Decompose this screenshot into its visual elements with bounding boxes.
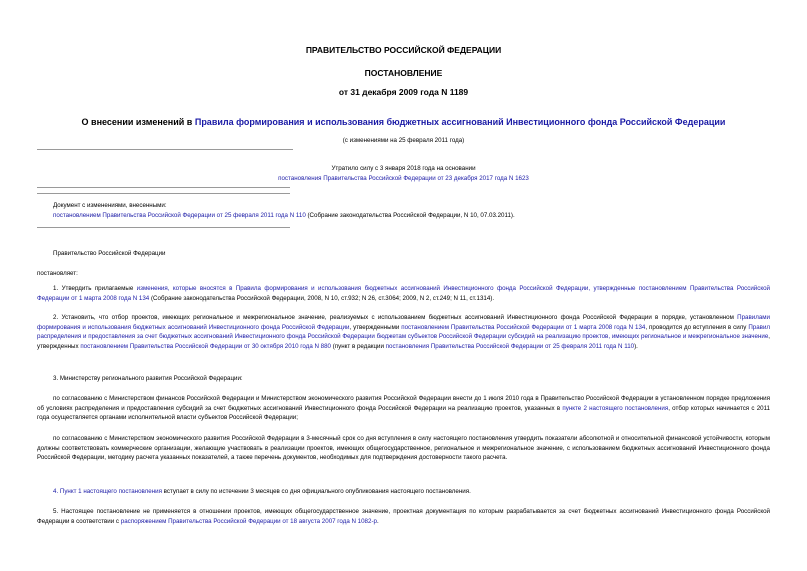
p1-amendments-link[interactable]: изменения, которые вносятся в Правила формирования и использования бюджетных ассигнований Инвестиционного фонда Российской Федерации, утвержденные постановлением Правительства Российской Федерации от 1 марта 2008 года N 134 — [37, 285, 771, 302]
revision-note: (с изменениями на 25 февраля 2011 года) — [342, 137, 465, 144]
divider — [37, 193, 290, 194]
p2-rules-link[interactable]: Правилами формирования и использования бюджетных ассигнований Инвестиционного фонда Российской Федерации — [37, 314, 770, 331]
amendments-link[interactable]: постановлением Правительства Российской Федерации от 25 февраля 2011 года N 110 — [53, 211, 306, 219]
doc-title — [0, 117, 807, 127]
paragraph-3a: по согласованию с Министерством финансов Российской Федерации и Министерством экономического развития Российской Федерации внести до 1 июля 2010 года в Правительство Российской Федерации в установленном порядке предложения об условиях распределения и предоставления субсидий за счет бюджетных ассигнований Инвестиционного фонда Российской Федерации на реализацию проектов, указанных в пункте 2 настоящего постановления, отбор которых начинается с 2011 года осуществляется органами исполнительной власти субъектов Российской Федерации; — [37, 395, 770, 421]
divider — [37, 149, 293, 150]
divider — [37, 227, 290, 228]
expired-note — [0, 164, 807, 183]
org-heading: ПРАВИТЕЛЬСТВО РОССИЙСКОЙ ФЕДЕРАЦИИ — [305, 45, 502, 55]
decides-line: постановляет: — [37, 270, 78, 277]
amendments-tail: (Собрание законодательства Российской Федерации, N 10, 07.03.2011). — [305, 211, 515, 219]
paragraph-4: 4. Пункт 1 настоящего постановления вступает в силу по истечении 3 месяцев со дня официального опубликования настоящего постановления. — [53, 488, 471, 495]
p4-point1-link[interactable]: 4. Пункт 1 настоящего постановления — [53, 488, 162, 495]
paragraph-3b: по согласованию с Министерством экономического развития Российской Федерации в 3-месячный срок со дня вступления в силу настоящего постановления утвердить показатели абсолютной и относительной финансовой устойчивости, которым должны соответствовать коммерческие организации, желающие участвовать в реализации проектов, имеющих общегосударственное, региональное и межрегиональное значение, с использованием бюджетных ассигнований Инвестиционного фонда Российской Федерации, методику расчета указанных показателей, а также перечень документов, необходимых для подтверждения достоверности такого расчета. — [37, 435, 770, 461]
title-prefix: О внесении изменений в — [81, 117, 195, 127]
expired-decree-link[interactable]: постановления Правительства Российской Федерации от 23 декабря 2017 года N 1623 — [278, 174, 529, 182]
divider — [37, 187, 290, 188]
p2-decree-110-link[interactable]: постановления Правительства Российской Федерации от 25 февраля 2011 года N 110 — [385, 342, 635, 350]
p3a-point2-link[interactable]: пункте 2 настоящего постановления — [562, 404, 669, 412]
govt-line: Правительство Российской Федерации — [53, 250, 166, 257]
p2-decree-134-link[interactable]: постановлением Правительства Российской Федерации от 1 марта 2008 года N 134 — [401, 323, 646, 331]
p2-decree-880-link[interactable]: постановлением Правительства Российской Федерации от 30 октября 2010 года N 880 — [80, 342, 331, 350]
paragraph-1: 1. Утвердить прилагаемые изменения, которые вносятся в Правила формирования и использования бюджетных ассигнований Инвестиционного фонда Российской Федерации, утвержденные постановлением Правительства Российской Федерации от 1 марта 2008 года N 134 (Собрание законодательства Российской Федерации, 2008, N 10, ст.932; N 26, ст.3064; 2009, N 2, ст.249; N 11, ст.1314). — [37, 285, 771, 302]
title-rules-link[interactable]: Правила формирования и использования бюджетных ассигнований Инвестиционного фонда Российской Федерации — [194, 117, 726, 127]
paragraph-2: 2. Установить, что отбор проектов, имеющих региональное и межрегиональное значение, реализуемых с использованием бюджетных ассигнований Инвестиционного фонда Российской Федерации в порядке, установленном Правилами формирования и использования бюджетных ассигнований Инвестиционного фонда Российской Федерации, утвержденными постановлением Правительства Российской Федерации от 1 марта 2008 года N 134, проводится до вступления в силу Правил распределения и предоставления за счет бюджетных ассигнований Инвестиционного фонда Российской Федерации бюджетам субъектов Российской Федерации субсидий на реализацию проектов, имеющих региональное и межрегиональное значение, утвержденных постановлением Правительства Российской Федерации от 30 октября 2010 года N 880 (пункт в редакции постановления Правительства Российской Федерации от 25 февраля 2011 года N 110). — [37, 314, 771, 350]
doc-date-number: от 31 декабря 2009 года N 1189 — [338, 87, 469, 97]
p5-order-link[interactable]: распоряжением Правительства Российской Федерации от 18 августа 2007 года N 1082-р — [120, 517, 377, 525]
paragraph-3: 3. Министерству регионального развития Российской Федерации: — [53, 375, 243, 382]
expired-line: Утратило силу с 3 января 2018 года на основании — [331, 165, 476, 172]
doc-type-heading: ПОСТАНОВЛЕНИЕ — [364, 68, 443, 78]
amendments-label: Документ с изменениями, внесенными: — [53, 202, 167, 209]
p2-distribution-rules-link[interactable]: Правил распределения и предоставления за счет бюджетных ассигнований Инвестиционного фонда Российской Федерации бюджетам субъектов Российской Федерации субсидий на реализацию проектов, имеющих региональное и межрегиональное значение — [37, 323, 771, 340]
paragraph-5: 5. Настоящее постановление не применяется в отношении проектов, имеющих общегосударственное значение, проектная документация по которым разрабатывается за счет бюджетных ассигнований Инвестиционного фонда Российской Федерации в соответствии с распоряжением Правительства Российской Федерации от 18 августа 2007 года N 1082-р. — [37, 508, 770, 525]
amendments-block — [53, 201, 773, 220]
